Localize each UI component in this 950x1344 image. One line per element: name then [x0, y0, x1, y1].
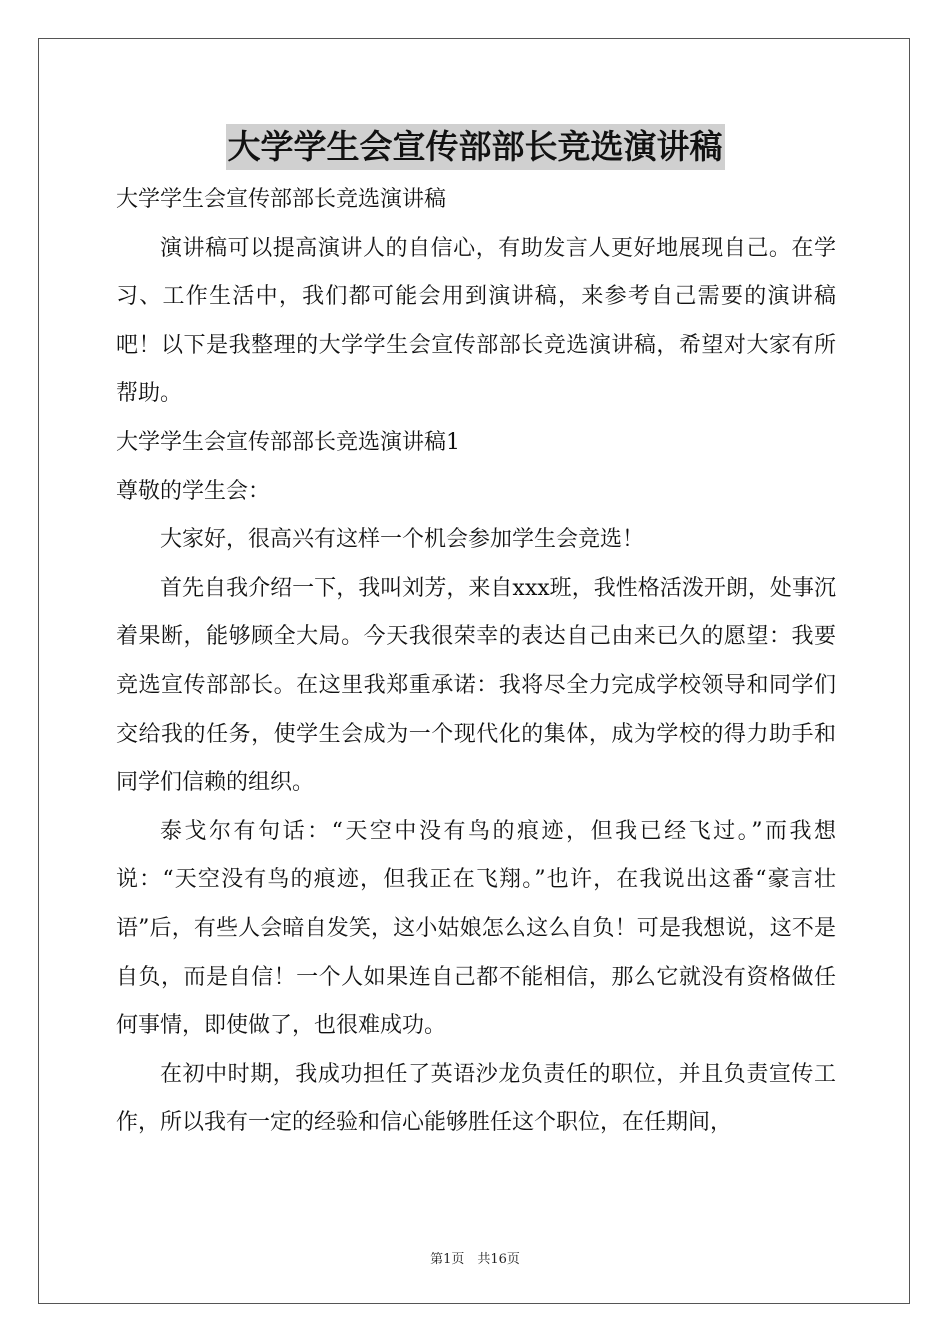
- title-container: [0, 124, 950, 170]
- page-footer: 第1页 共16页: [430, 1252, 520, 1267]
- document-body: [116, 176, 836, 1148]
- paragraph: 在初中时期，我成功担任了英语沙龙负责任的职位，并且负责宣传工作，所以我有一定的经验和信心能够胜任这个职位，在任期间，: [116, 1061, 836, 1136]
- section-heading: 大学学生会宣传部部长竞选演讲稿1: [116, 429, 460, 455]
- paragraph: 大学学生会宣传部部长竞选演讲稿: [116, 187, 447, 212]
- paragraph: 大家好，很高兴有这样一个机会参加学生会竞选！: [160, 527, 645, 553]
- paragraph: 演讲稿可以提高演讲人的自信心，有助发言人更好地展现自己。在学习、工作生活中，我们都可能会用到演讲稿，来参考自己需要的演讲稿吧！以下是我整理的大学学生会宣传部部长竞选演讲稿，希望对大家有所帮助。: [116, 235, 836, 407]
- paragraph: 首先自我介绍一下，我叫刘芳，来自xxx班，我性格活泼开朗，处事沉着果断，能够顾全大局。今天我很荣幸的表达自己由来已久的愿望：我要竞选宣传部部长。在这里我郑重承诺：我将尽全力完成学校领导和同学们交给我的任务，使学生会成为一个现代化的集体，成为学校的得力助手和同学们信赖的组织。: [116, 575, 836, 796]
- document-title: 大学学生会宣传部部长竞选演讲稿: [226, 124, 725, 170]
- paragraph: 泰戈尔有句话：“天空中没有鸟的痕迹，但我已经飞过。”而我想说：“天空没有鸟的痕迹，但我正在飞翔。”也许，在我说出这番“豪言壮语”后，有些人会暗自发笑，这小姑娘怎么这么自负！可是我想说，这不是自负，而是自信！一个人如果连自己都不能相信，那么它就没有资格做任何事情，即使做了，也很难成功。: [116, 818, 836, 1039]
- salutation: 尊敬的学生会：: [116, 478, 271, 504]
